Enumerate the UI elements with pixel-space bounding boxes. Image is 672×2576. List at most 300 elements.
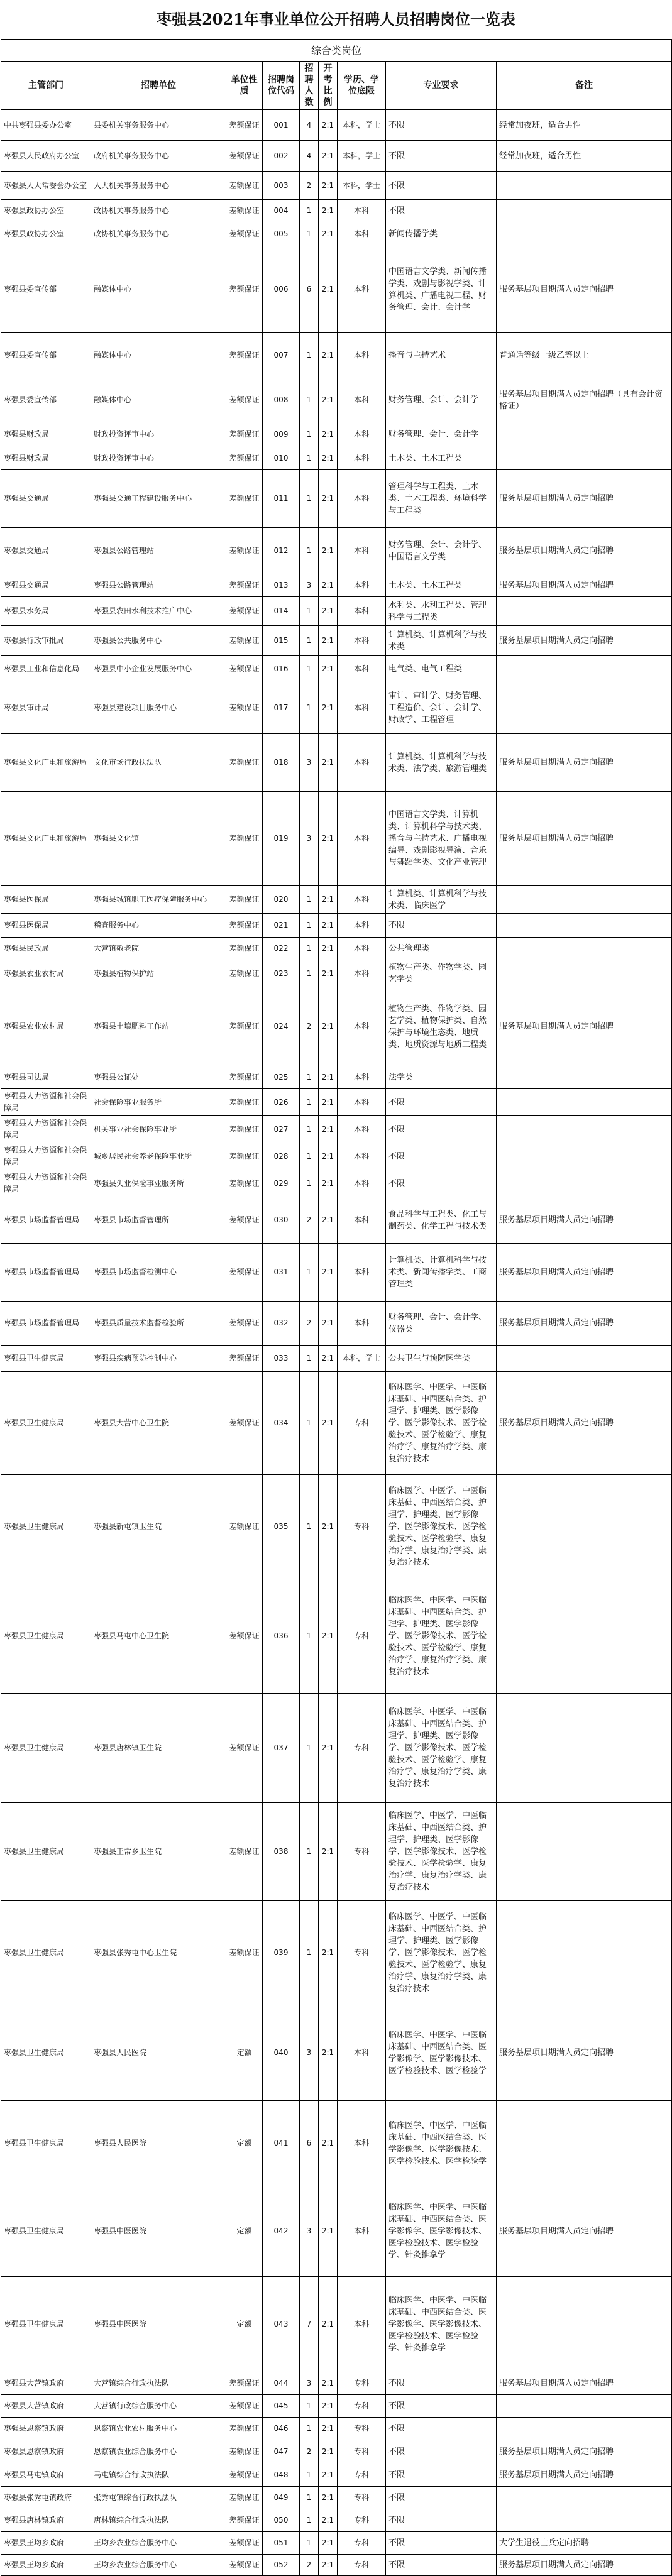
code-cell: 048 (263, 2464, 300, 2487)
remark-cell (497, 1579, 672, 1694)
code-cell: 050 (263, 2509, 300, 2532)
major-cell: 不限 (386, 2372, 497, 2395)
table-row (1, 2509, 672, 2532)
major-cell: 不限 (386, 200, 497, 222)
education-cell: 本科 (338, 1116, 386, 1143)
count-cell: 1 (300, 960, 319, 987)
unit-cell: 张秀屯镇综合行政执法队 (91, 2487, 226, 2509)
nature-cell: 差额保证 (226, 2464, 263, 2487)
count-cell: 1 (300, 597, 319, 626)
remark-cell: 服务基层项目期满人员定向招聘 (497, 626, 672, 656)
dept-cell: 枣强县王均乡政府 (1, 2532, 91, 2555)
nature-cell: 差额保证 (226, 656, 263, 682)
code-cell: 012 (263, 528, 300, 574)
ratio-cell: 2:1 (319, 792, 338, 886)
count-cell: 1 (300, 1089, 319, 1116)
major-cell: 不限 (386, 141, 497, 172)
unit-cell: 枣强县中医医院 (91, 2277, 226, 2372)
remark-cell (497, 1170, 672, 1197)
major-cell: 电气类、电气工程类 (386, 656, 497, 682)
code-cell: 035 (263, 1475, 300, 1579)
count-cell: 1 (300, 2464, 319, 2487)
table-row (1, 1346, 672, 1372)
major-cell: 计算机类、计算机科学与技术类、法学类、旅游管理类 (386, 734, 497, 792)
remark-cell (497, 656, 672, 682)
dept-cell: 枣强县卫生健康局 (1, 2277, 91, 2372)
remark-cell: 服务基层项目期满人员定向招聘 (497, 2005, 672, 2101)
table-row (1, 1694, 672, 1803)
remark-cell: 服务基层项目期满人员定向招聘 (497, 1372, 672, 1475)
unit-cell: 枣强县失业保险事业服务所 (91, 1170, 226, 1197)
unit-cell: 枣强县城镇职工医疗保障服务中心 (91, 886, 226, 914)
dept-cell: 枣强县卫生健康局 (1, 1475, 91, 1579)
dept-cell: 枣强县财政局 (1, 422, 91, 447)
major-cell: 临床医学、中医学、中医临床基础、中西医结合类、护理学、护理类、医学影像学、医学影像技术、医学检验技术、医学检验学、康复治疗学、康复治疗学类、康复治疗技术 (386, 1901, 497, 2005)
table-row (1, 682, 672, 734)
ratio-cell: 2:1 (319, 734, 338, 792)
dept-cell: 枣强县市场监督管理局 (1, 1302, 91, 1346)
count-cell: 1 (300, 2532, 319, 2555)
count-cell: 1 (300, 1170, 319, 1197)
table-row (1, 1089, 672, 1116)
unit-cell: 融媒体中心 (91, 246, 226, 333)
remark-cell: 普通话等级一级乙等以上 (497, 333, 672, 378)
code-cell: 030 (263, 1197, 300, 1244)
remark-cell: 服务基层项目期满人员定向招聘 (497, 987, 672, 1066)
table-row (1, 1066, 672, 1089)
ratio-cell: 2:1 (319, 1346, 338, 1372)
nature-cell: 差额保证 (226, 1089, 263, 1116)
count-cell: 1 (300, 1372, 319, 1475)
ratio-cell: 2:1 (319, 597, 338, 626)
education-cell: 专科 (338, 1475, 386, 1579)
nature-cell: 差额保证 (226, 2532, 263, 2555)
table-row (1, 2532, 672, 2555)
education-cell: 专科 (338, 1803, 386, 1901)
code-cell: 004 (263, 200, 300, 222)
dept-cell: 枣强县人力资源和社会保障局 (1, 1116, 91, 1143)
unit-cell: 政协机关事务服务中心 (91, 222, 226, 246)
count-cell: 7 (300, 2277, 319, 2372)
dept-cell: 枣强县财政局 (1, 447, 91, 470)
dept-cell: 枣强县人力资源和社会保障局 (1, 1143, 91, 1170)
table-row (1, 2277, 672, 2372)
code-cell: 027 (263, 1116, 300, 1143)
count-cell: 4 (300, 110, 319, 141)
nature-cell: 差额保证 (226, 1372, 263, 1475)
education-cell: 专科 (338, 2464, 386, 2487)
ratio-cell: 2:1 (319, 1803, 338, 1901)
code-cell: 052 (263, 2555, 300, 2576)
nature-cell: 定额 (226, 2277, 263, 2372)
dept-cell: 枣强县司法局 (1, 1066, 91, 1089)
ratio-cell: 2:1 (319, 222, 338, 246)
unit-cell: 恩察镇农业综合服务中心 (91, 2440, 226, 2464)
education-cell: 专科 (338, 1579, 386, 1694)
column-header: 主管部门 (1, 62, 91, 110)
major-cell: 财务管理、会计、会计学 (386, 422, 497, 447)
remark-cell: 服务基层项目期满人员定向招聘 (497, 2464, 672, 2487)
remark-cell (497, 2101, 672, 2186)
education-cell: 本科 (338, 960, 386, 987)
table-row (1, 110, 672, 141)
nature-cell: 差额保证 (226, 141, 263, 172)
dept-cell: 枣强县委宣传部 (1, 378, 91, 422)
count-cell: 2 (300, 2440, 319, 2464)
major-cell: 不限 (386, 914, 497, 938)
remark-cell: 服务基层项目期满人员定向招聘 (497, 2186, 672, 2277)
table-row (1, 1302, 672, 1346)
unit-cell: 大营镇综合行政执法队 (91, 2372, 226, 2395)
education-cell: 本科，学士 (338, 110, 386, 141)
ratio-cell: 2:1 (319, 1143, 338, 1170)
unit-cell: 城乡居民社会养老保险事业所 (91, 1143, 226, 1170)
remark-cell (497, 914, 672, 938)
table-row (1, 2186, 672, 2277)
table-row (1, 2487, 672, 2509)
major-cell: 财务管理、会计、会计学、中国语言文学类 (386, 528, 497, 574)
table-row (1, 1372, 672, 1475)
ratio-cell: 2:1 (319, 2186, 338, 2277)
code-cell: 020 (263, 886, 300, 914)
remark-cell: 服务基层项目期满人员定向招聘 (497, 1302, 672, 1346)
remark-cell: 服务基层项目期满人员定向招聘 (497, 2440, 672, 2464)
major-cell: 土木类、土木工程类 (386, 574, 497, 597)
code-cell: 018 (263, 734, 300, 792)
count-cell: 1 (300, 2418, 319, 2440)
remark-cell: 服务基层项目期满人员定向招聘 (497, 1244, 672, 1302)
table-row (1, 987, 672, 1066)
remark-cell (497, 172, 672, 200)
ratio-cell: 2:1 (319, 1901, 338, 2005)
count-cell: 3 (300, 2005, 319, 2101)
remark-cell (497, 682, 672, 734)
dept-cell: 枣强县张秀屯镇政府 (1, 2487, 91, 2509)
table-row (1, 2372, 672, 2395)
dept-cell: 枣强县卫生健康局 (1, 1346, 91, 1372)
major-cell: 临床医学、中医学、中医临床基础、中西医结合类、医学影像学、医学影像技术、医学检验技术、医学检验学 (386, 2101, 497, 2186)
dept-cell: 枣强县政协办公室 (1, 222, 91, 246)
code-cell: 016 (263, 656, 300, 682)
count-cell: 1 (300, 378, 319, 422)
nature-cell: 差额保证 (226, 2440, 263, 2464)
count-cell: 2 (300, 2555, 319, 2576)
unit-cell: 政府机关事务服务中心 (91, 141, 226, 172)
ratio-cell: 2:1 (319, 470, 338, 528)
dept-cell: 枣强县民政局 (1, 938, 91, 960)
code-cell: 024 (263, 987, 300, 1066)
code-cell: 029 (263, 1170, 300, 1197)
count-cell: 2 (300, 1197, 319, 1244)
remark-cell (497, 422, 672, 447)
major-cell: 不限 (386, 172, 497, 200)
major-cell: 临床医学、中医学、中医临床基础、中西医结合类、护理学、护理类、医学影像学、医学影像技术、医学检验技术、医学检验学、康复治疗学、康复治疗学类、康复治疗技术 (386, 1694, 497, 1803)
nature-cell: 差额保证 (226, 1170, 263, 1197)
dept-cell: 枣强县卫生健康局 (1, 1372, 91, 1475)
count-cell: 1 (300, 528, 319, 574)
code-cell: 005 (263, 222, 300, 246)
unit-cell: 枣强县人民医院 (91, 2101, 226, 2186)
remark-cell: 服务基层项目期满人员定向招聘 (497, 246, 672, 333)
major-cell: 法学类 (386, 1066, 497, 1089)
code-cell: 023 (263, 960, 300, 987)
dept-cell: 枣强县农业农村局 (1, 960, 91, 987)
remark-cell: 服务基层项目期满人员定向招聘 (497, 734, 672, 792)
unit-cell: 枣强县公路管理站 (91, 528, 226, 574)
major-cell: 不限 (386, 1170, 497, 1197)
ratio-cell: 2:1 (319, 1116, 338, 1143)
code-cell: 032 (263, 1302, 300, 1346)
dept-cell: 中共枣强县委办公室 (1, 110, 91, 141)
unit-cell: 机关事业社会保险事业所 (91, 1116, 226, 1143)
table-row (1, 574, 672, 597)
count-cell: 1 (300, 1116, 319, 1143)
count-cell: 1 (300, 2487, 319, 2509)
remark-cell (497, 1901, 672, 2005)
ratio-cell: 2:1 (319, 2464, 338, 2487)
code-cell: 011 (263, 470, 300, 528)
table-row (1, 141, 672, 172)
ratio-cell: 2:1 (319, 2418, 338, 2440)
unit-cell: 枣强县质量技术监督检验所 (91, 1302, 226, 1346)
ratio-cell: 2:1 (319, 656, 338, 682)
education-cell: 专科 (338, 2372, 386, 2395)
unit-cell: 大营镇敬老院 (91, 938, 226, 960)
nature-cell: 差额保证 (226, 200, 263, 222)
count-cell: 1 (300, 656, 319, 682)
nature-cell: 差额保证 (226, 333, 263, 378)
remark-cell (497, 2277, 672, 2372)
column-header: 学历、学位底限 (338, 62, 386, 110)
unit-cell: 枣强县公共服务中心 (91, 626, 226, 656)
unit-cell: 王均乡农业综合服务中心 (91, 2532, 226, 2555)
dept-cell: 枣强县委宣传部 (1, 246, 91, 333)
table-row (1, 378, 672, 422)
unit-cell: 马屯镇综合行政执法队 (91, 2464, 226, 2487)
table-row (1, 1116, 672, 1143)
major-cell: 土木类、土木工程类 (386, 447, 497, 470)
dept-cell: 枣强县人力资源和社会保障局 (1, 1170, 91, 1197)
ratio-cell: 2:1 (319, 1694, 338, 1803)
education-cell: 本科 (338, 682, 386, 734)
table-row (1, 1143, 672, 1170)
education-cell: 本科 (338, 422, 386, 447)
count-cell: 1 (300, 682, 319, 734)
major-cell: 播音与主持艺术 (386, 333, 497, 378)
ratio-cell: 2:1 (319, 886, 338, 914)
count-cell: 1 (300, 1244, 319, 1302)
dept-cell: 枣强县大营镇政府 (1, 2395, 91, 2418)
major-cell: 不限 (386, 2509, 497, 2532)
education-cell: 本科 (338, 447, 386, 470)
table-row (1, 2005, 672, 2101)
dept-cell: 枣强县马屯镇政府 (1, 2464, 91, 2487)
dept-cell: 枣强县市场监督管理局 (1, 1197, 91, 1244)
unit-cell: 枣强县农田水利技术推广中心 (91, 597, 226, 626)
dept-cell: 枣强县卫生健康局 (1, 2005, 91, 2101)
table-row (1, 1244, 672, 1302)
unit-cell: 枣强县市场监督管理所 (91, 1197, 226, 1244)
count-cell: 1 (300, 1694, 319, 1803)
major-cell: 管理科学与工程类、土木类、土木工程类、环境科学与工程类 (386, 470, 497, 528)
education-cell: 专科 (338, 1372, 386, 1475)
remark-cell (497, 1066, 672, 1089)
remark-cell (497, 1346, 672, 1372)
education-cell: 本科 (338, 246, 386, 333)
education-cell: 本科，学士 (338, 1346, 386, 1372)
education-cell: 本科 (338, 1143, 386, 1170)
code-cell: 015 (263, 626, 300, 656)
count-cell: 3 (300, 2186, 319, 2277)
major-cell: 水利类、水利工程类、管理科学与工程类 (386, 597, 497, 626)
ratio-cell: 2:1 (319, 2509, 338, 2532)
count-cell: 1 (300, 200, 319, 222)
unit-cell: 枣强县公路管理站 (91, 574, 226, 597)
nature-cell: 差额保证 (226, 470, 263, 528)
education-cell: 本科，学士 (338, 172, 386, 200)
remark-cell: 服务基层项目期满人员定向招聘 (497, 528, 672, 574)
table-header-row (1, 62, 672, 110)
remark-cell (497, 1143, 672, 1170)
count-cell: 3 (300, 734, 319, 792)
count-cell: 1 (300, 914, 319, 938)
unit-cell: 枣强县王常乡卫生院 (91, 1803, 226, 1901)
ratio-cell: 2:1 (319, 1089, 338, 1116)
dept-cell: 枣强县行政审批局 (1, 626, 91, 656)
count-cell: 1 (300, 1143, 319, 1170)
nature-cell: 差额保证 (226, 734, 263, 792)
education-cell: 本科 (338, 1197, 386, 1244)
nature-cell: 定额 (226, 2186, 263, 2277)
count-cell: 1 (300, 333, 319, 378)
code-cell: 013 (263, 574, 300, 597)
nature-cell: 差额保证 (226, 1579, 263, 1694)
education-cell: 专科 (338, 1694, 386, 1803)
dept-cell: 枣强县交通局 (1, 470, 91, 528)
code-cell: 040 (263, 2005, 300, 2101)
code-cell: 002 (263, 141, 300, 172)
nature-cell: 差额保证 (226, 447, 263, 470)
count-cell: 4 (300, 141, 319, 172)
dept-cell: 枣强县交通局 (1, 574, 91, 597)
dept-cell: 枣强县唐林镇政府 (1, 2509, 91, 2532)
nature-cell: 差额保证 (226, 792, 263, 886)
column-header: 招聘岗位代码 (263, 62, 300, 110)
code-cell: 028 (263, 1143, 300, 1170)
table-row (1, 1475, 672, 1579)
section-header: 综合类岗位 (1, 40, 672, 62)
ratio-cell: 2:1 (319, 2101, 338, 2186)
code-cell: 001 (263, 110, 300, 141)
nature-cell: 差额保证 (226, 2372, 263, 2395)
ratio-cell: 2:1 (319, 1579, 338, 1694)
education-cell: 本科 (338, 2005, 386, 2101)
major-cell: 计算机类、计算机科学与技术类、新闻传播学类、工商管理类 (386, 1244, 497, 1302)
code-cell: 045 (263, 2395, 300, 2418)
code-cell: 025 (263, 1066, 300, 1089)
nature-cell: 差额保证 (226, 222, 263, 246)
major-cell: 不限 (386, 1116, 497, 1143)
unit-cell: 枣强县市场监督检测中心 (91, 1244, 226, 1302)
ratio-cell: 2:1 (319, 1244, 338, 1302)
count-cell: 1 (300, 2509, 319, 2532)
code-cell: 007 (263, 333, 300, 378)
major-cell: 不限 (386, 2395, 497, 2418)
ratio-cell: 2:1 (319, 1372, 338, 1475)
ratio-cell: 2:1 (319, 1302, 338, 1346)
code-cell: 039 (263, 1901, 300, 2005)
remark-cell (497, 886, 672, 914)
column-header: 单位性质 (226, 62, 263, 110)
remark-cell (497, 447, 672, 470)
ratio-cell: 2:1 (319, 1475, 338, 1579)
ratio-cell: 2:1 (319, 914, 338, 938)
major-cell: 财务管理、会计、会计学 (386, 378, 497, 422)
ratio-cell: 2:1 (319, 2440, 338, 2464)
major-cell: 公共卫生与预防医学类 (386, 1346, 497, 1372)
nature-cell: 差额保证 (226, 2509, 263, 2532)
code-cell: 041 (263, 2101, 300, 2186)
ratio-cell: 2:1 (319, 172, 338, 200)
nature-cell: 定额 (226, 2005, 263, 2101)
major-cell: 不限 (386, 2532, 497, 2555)
table-row (1, 2464, 672, 2487)
unit-cell: 人大机关事务服务中心 (91, 172, 226, 200)
unit-cell: 财政投资评审中心 (91, 422, 226, 447)
dept-cell: 枣强县审计局 (1, 682, 91, 734)
remark-cell (497, 2487, 672, 2509)
major-cell: 不限 (386, 1143, 497, 1170)
dept-cell: 枣强县市场监督管理局 (1, 1244, 91, 1302)
table-row (1, 1197, 672, 1244)
dept-cell: 枣强县卫生健康局 (1, 1803, 91, 1901)
education-cell: 本科 (338, 333, 386, 378)
unit-cell: 融媒体中心 (91, 333, 226, 378)
major-cell: 临床医学、中医学、中医临床基础、中西医结合类、医学影像学、医学影像技术、医学检验技术、医学检验学 (386, 2005, 497, 2101)
column-header: 招聘人数 (300, 62, 319, 110)
count-cell: 6 (300, 246, 319, 333)
remark-cell: 大学生退役士兵定向招聘 (497, 2532, 672, 2555)
table-row (1, 2395, 672, 2418)
major-cell: 中国语言文学类、计算机类、计算机科学与技术类、播音与主持艺术、广播电视编导、戏剧影视导演、音乐与舞蹈学类、文化产业管理 (386, 792, 497, 886)
unit-cell: 政协机关事务服务中心 (91, 200, 226, 222)
code-cell: 042 (263, 2186, 300, 2277)
recruitment-table (1, 39, 672, 2576)
education-cell: 本科 (338, 574, 386, 597)
unit-cell: 恩察镇农业农村服务中心 (91, 2418, 226, 2440)
nature-cell: 差额保证 (226, 1066, 263, 1089)
count-cell: 1 (300, 422, 319, 447)
unit-cell: 枣强县交通工程建设服务中心 (91, 470, 226, 528)
code-cell: 026 (263, 1089, 300, 1116)
education-cell: 本科 (338, 626, 386, 656)
nature-cell: 差额保证 (226, 422, 263, 447)
count-cell: 1 (300, 222, 319, 246)
unit-cell: 枣强县中医医院 (91, 2186, 226, 2277)
education-cell: 专科 (338, 1901, 386, 2005)
unit-cell: 枣强县人民医院 (91, 2005, 226, 2101)
education-cell: 本科 (338, 886, 386, 914)
remark-cell (497, 938, 672, 960)
nature-cell: 差额保证 (226, 1302, 263, 1346)
table-row (1, 2418, 672, 2440)
table-row (1, 792, 672, 886)
table-row (1, 333, 672, 378)
code-cell: 034 (263, 1372, 300, 1475)
count-cell: 2 (300, 1302, 319, 1346)
code-cell: 022 (263, 938, 300, 960)
count-cell: 1 (300, 2395, 319, 2418)
